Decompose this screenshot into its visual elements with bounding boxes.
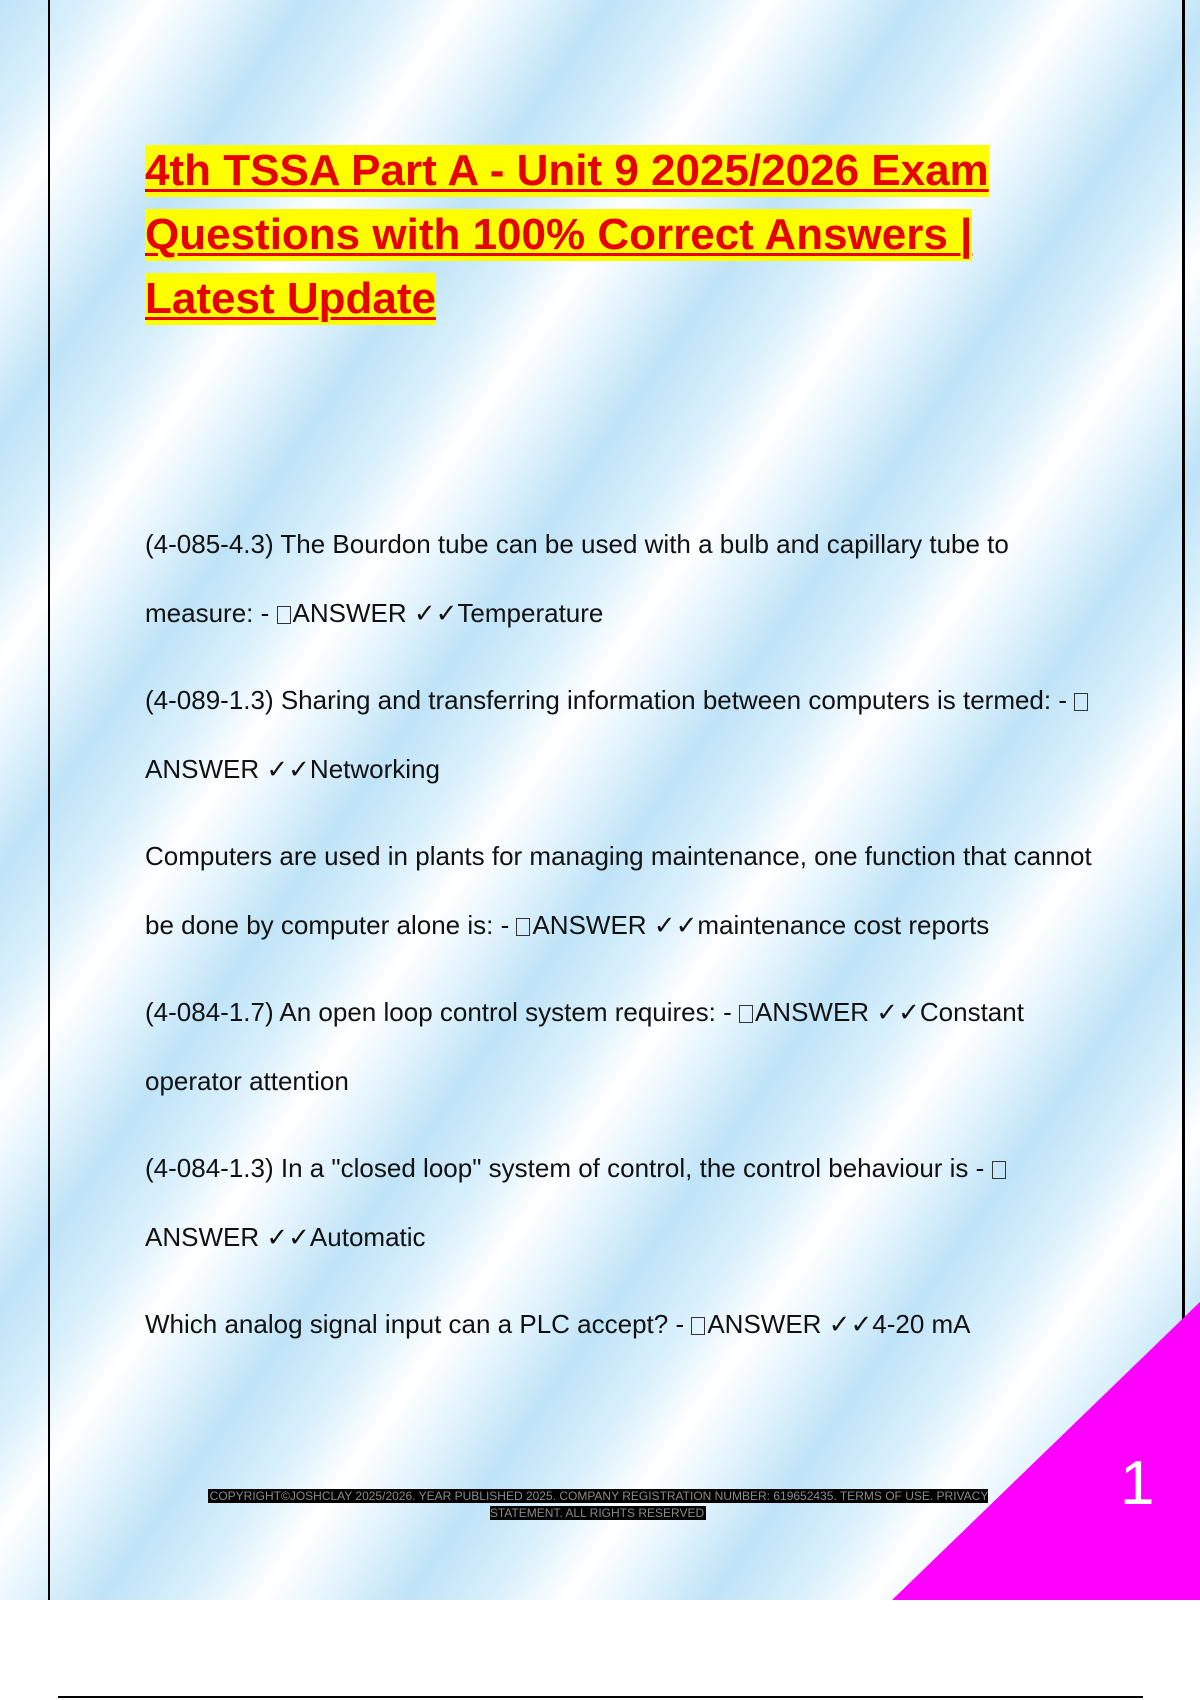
answer-text: Automatic [309,1222,426,1252]
answer-text: 4-20 mA [872,1309,971,1339]
answer-text: Constant operator attention [145,997,1024,1096]
answer-marker: ANSWER ✓✓ [292,598,458,628]
question-text: Computers are used in plants for managing maintenance, one function that cannot be done by computer alone is: [145,841,1092,940]
qa-item: (4-084-1.7) An open loop control system requires: - ANSWER ✓✓Constant operator attention [145,997,1024,1096]
answer-text: maintenance cost reports [697,910,990,940]
qa-item: (4-085-4.3) The Bourdon tube can be used with a bulb and capillary tube to measure: - ANSWER ✓✓Temperature [145,529,1009,628]
qa-item: (4-084-1.3) In a "closed loop" system of control, the control behaviour is - ANSWER ✓✓Automatic [145,1134,1105,1272]
answer-marker: ANSWER ✓✓ [145,1222,310,1252]
missing-glyph-icon [516,918,530,936]
document-title [145,145,1095,337]
title-line-2: Questions with 100% Correct Answers | [145,210,973,259]
question-text: (4-089-1.3) Sharing and transferring information between computers is termed: [145,685,1052,715]
answer-marker: ANSWER ✓✓ [707,1309,873,1339]
missing-glyph-icon [992,1161,1006,1179]
question-text: (4-085-4.3) The Bourdon tube can be used with a bulb and capillary tube to measure: [145,529,1009,628]
title-line-1: 4th TSSA Part A - Unit 9 2025/2026 Exam [145,146,989,195]
qa-item: Which analog signal input can a PLC accept? - ANSWER ✓✓4-20 mA [145,1309,971,1339]
bottom-divider [58,1696,1143,1698]
answer-text: Networking [309,754,440,784]
question-text: Which analog signal input can a PLC accept? [145,1309,669,1339]
missing-glyph-icon [691,1317,705,1335]
qa-item: (4-089-1.3) Sharing and transferring information between computers is termed: - ANSWER ✓✓Networking [145,666,1105,804]
question-text: (4-084-1.7) An open loop control system requires: [145,997,716,1027]
answer-marker: ANSWER ✓✓ [532,910,698,940]
page-number: 1 [1120,1449,1155,1518]
left-border-line [48,0,50,1600]
missing-glyph-icon [277,606,291,624]
answer-marker: ANSWER ✓✓ [145,754,310,784]
footer-text: COPYRIGHT©JOSHCLAY 2025/2026. YEAR PUBLISHED 2025. COMPANY REGISTRATION NUMBER: 619652435. TERMS OF USE. PRIVACY STATEMENT. ALL RIGHTS RESERVED [209,1489,989,1520]
missing-glyph-icon [1074,693,1088,711]
question-text: (4-084-1.3) In a "closed loop" system of control, the control behaviour is [145,1153,969,1183]
missing-glyph-icon [739,1005,753,1023]
title-line-3: Latest Update [145,274,436,323]
answer-text: Temperature [457,598,604,628]
answer-marker: ANSWER ✓✓ [754,997,920,1027]
copyright-footer [178,1488,1018,1522]
qa-item: Computers are used in plants for managing maintenance, one function that cannot be done by computer alone is: - ANSWER ✓✓maintenance cost reports [145,841,1092,940]
question-list [145,510,1105,1377]
